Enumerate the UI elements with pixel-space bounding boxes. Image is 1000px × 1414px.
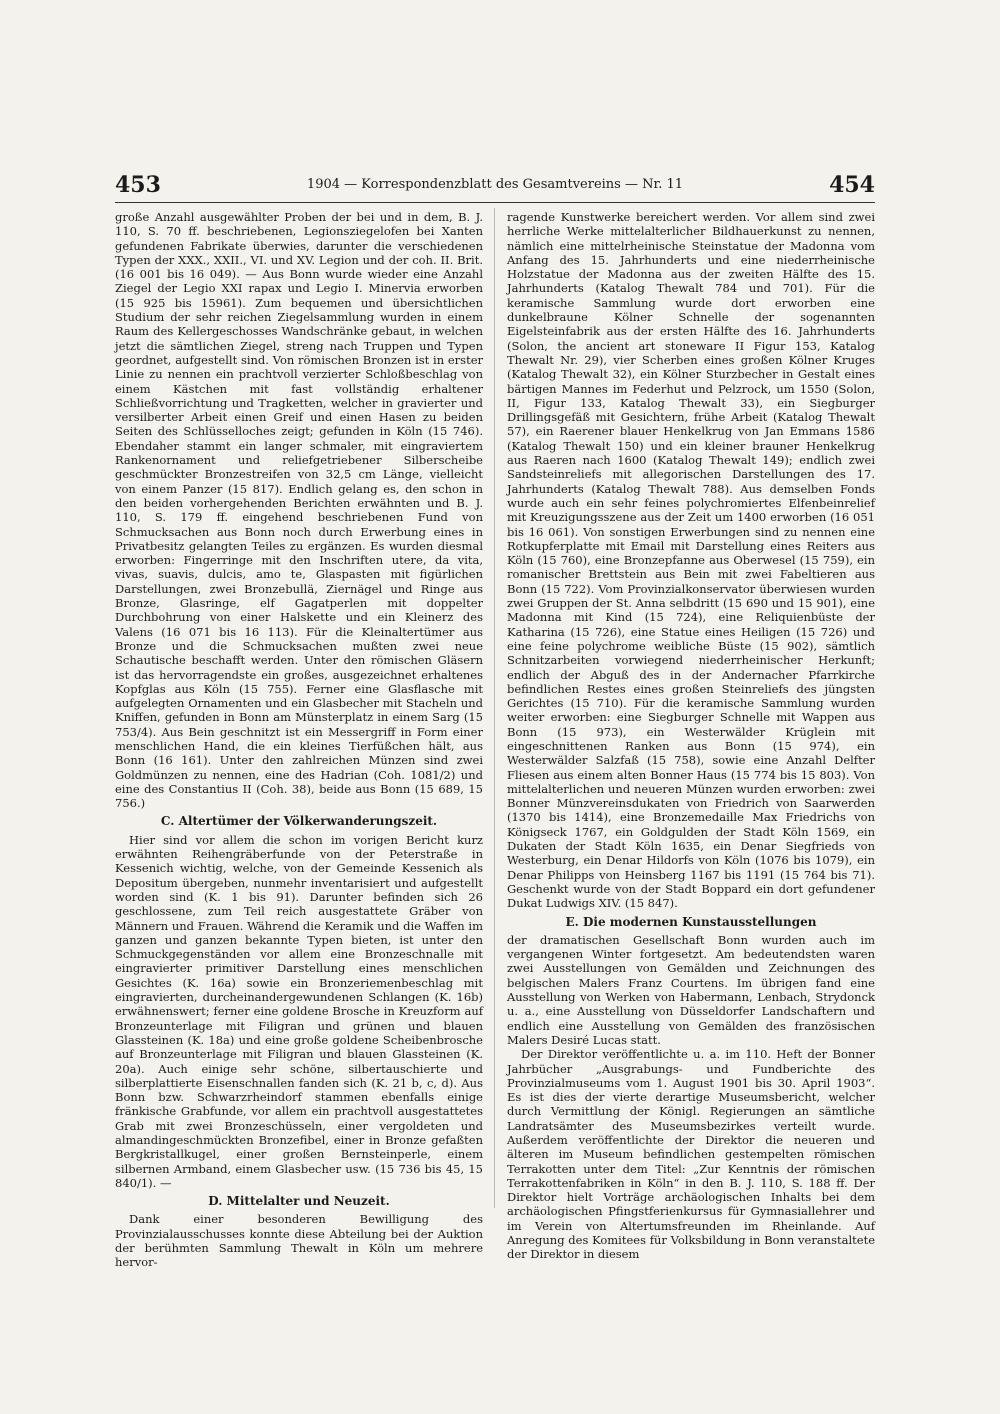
paragraph: Dank einer besonderen Bewilligung des Provinzialausschusses konnte diese Abteilung bei der Auktion der berühmten Sammlung Thewalt in Köln um mehrere hervor- [115,1212,483,1270]
header-rule [115,202,875,203]
running-title: 1904 — Korrespondenzblatt des Gesamtvereins — Nr. 11 [306,177,684,192]
page-number-left: 453 [115,172,161,198]
page-header [115,172,875,202]
section-heading-e: E. Die modernen Kunstausstellungen [565,914,817,929]
left-column [115,210,483,1270]
right-column [507,210,875,1262]
paragraph: ragende Kunstwerke bereichert werden. Vor allem sind zwei herrliche Werke mittelalterlicher Bildhauerkunst zu nennen, nämlich eine mittelrheinische Steinstatue der Madonna vom Anfang des 15. Jahrhunderts und eine niederrheinische Holzstatue der Madonna aus der zweiten Hälfte des 15. Jahrhunderts (Katalog Thewalt 784 und 701). Für die keramische Sammlung wurde dort erworben eine dunkelbraune Kölner Schnelle der sogenannten Eigelsteinfabrik aus der ersten Hälfte des 16. Jahrhunderts (Solon, the ancient art stoneware II Figur 153, Katalog Thewalt Nr. 29), vier Scherben eines großen Kölner Kruges (Katalog Thewalt 32), ein Kölner Sturzbecher in Gestalt eines bärtigen Mannes im Federhut und Pelzrock, um 1550 (Solon, II, Figur 133, Katalog Thewalt 33), ein Siegburger Drillingsgefäß mit Gesichtern, frühe Arbeit (Katalog Thewalt 57), ein Raerener blauer Henkelkrug von Jan Emmans 1586 (Katalog Thewalt 150) und ein kleiner brauner Henkelkrug aus Raeren nach 1600 (Katalog Thewalt 149); endlich zwei Sandsteinreliefs mit allegorischen Darstellungen des 17. Jahrhunderts (Katalog Thewalt 788). Aus demselben Fonds wurde auch ein sehr feines polychromiertes Elfenbeinrelief mit Kreuzigungsszene aus der Zeit um 1400 erworben (16 051 bis 16 061). Von sonstigen Erwerbungen sind zu nennen eine Rotkupferplatte mit Email mit Darstellung eines Reiters aus Köln (15 760), eine Bronzepfanne aus Oberwesel (15 759), ein romanischer Brettstein aus Bein mit zwei Fabeltieren aus Bonn (15 722). Vom Provinzialkonservator überwiesen wurden zwei Gruppen der St. Anna selbdritt (15 690 und 15 901), eine Madonna mit Kind (15 724), eine Reliquienbüste der Katharina (15 726), eine Statue eines Heiligen (15 726) und eine feine polychrome weibliche Büste (15 902), sämtlich Schnitzarbeiten vorwiegend niederrheinischer Herkunft; endlich der Abguß des in der Andernacher Pfarrkirche befindlichen Restes eines großen Steinreliefs des jüngsten Gerichtes (15 710). Für die keramische Sammlung wurden weiter erworben: eine Siegburger Schnelle mit Wappen aus Bonn (15 973), ein Westerwälder Krüglein mit eingeschnittenen Ranken aus Bonn (15 974), ein Westerwälder Salzfaß (15 758), sowie eine Anzahl Delfter Fliesen aus einem alten Bonner Haus (15 774 bis 15 803). Von mittelalterlichen und neueren Münzen wurden erworben: zwei Bonner Münzvereinsdukaten von Friedrich von Saarwerden (1370 bis 1414), eine Bronzemedaille Max Friedrichs von Königseck 1767, ein Goldgulden der Stadt Köln 1569, ein Dukaten der Stadt Köln 1635, ein Denar Siegfrieds von Westerburg, ein Denar Hildorfs von Köln (1076 bis 1079), ein Denar Philipps von Heinsberg 1167 bis 1191 (15 764 bis 71). Geschenkt wurde von der Stadt Boppard ein dort gefundener Dukat Ludwigs XIV. (15 847). [507,210,875,911]
column-divider [494,208,495,1208]
section-heading-c: C. Altertümer der Völkerwanderungszeit. [160,814,438,829]
paragraph: Hier sind vor allem die schon im vorigen Bericht kurz erwähnten Reihengräberfunde von der Peterstraße in Kessenich wichtig, welche, von der Gemeinde Kessenich als Depositum übergeben, nunmehr inventarisiert und aufgestellt worden sind (K. 1 bis 91). Darunter befinden sich 26 geschlossene, zum Teil reich ausgestattete Gräber von Männern und Frauen. Während die Keramik und die Waffen im ganzen und ganzen bekannte Typen bieten, ist unter den Schmuckgegenständen vor allem eine Bronzeschnalle mit eingravierter primitiver Darstellung eines menschlichen Gesichtes (K. 16a) sowie ein Bronzeriemenbeschlag mit eingravierten, durcheinandergewundenen Schlangen (K. 16b) erwähnenswert; ferner eine goldene Brosche in Kreuzform auf Bronzeunterlage mit Filigran und grünen und blauen Glassteinen (K. 18a) und eine große goldene Scheibenbrosche auf Bronzeunterlage mit Filigran und blauen Glassteinen (K. 20a). Auch einige sehr schöne, silbertauschierte und silberplattierte Eisenschnallen fanden sich (K. 21 b, c, d). Aus Bonn bzw. Schwarzrheindorf stammen ebenfalls einige fränkische Grabfunde, vor allem ein prachtvoll ausgestattetes Grab mit zwei Bronzeschüsseln, einer vergoldeten und almandingeschmückten Bronzefibel, einer in Bronze gefaßten Bergkristallkugel, einer großen Bernsteinperle, einem silbernen Armband, einem Glasbecher usw. (15 736 bis 45, 15 840/1). — [115,832,483,1190]
page-number-right: 454 [829,172,875,198]
paragraph: große Anzahl ausgewählter Proben der bei und in dem, B. J. 110, S. 70 ff. beschriebenen, Legionsziegelofen bei Xanten gefundenen Fabrikate überwies, darunter die verschiedenen Typen der XXX., XXII., VI. und XV. Legion und der coh. II. Brit. (16 001 bis 16 049). — Aus Bonn wurde wieder eine Anzahl Ziegel der Legio XXI rapax und Legio I. Minervia erworben (15 925 bis 15961). Zum bequemen und übersichtlichen Studium der sehr reichen Ziegelsammlung wurden in einem Raum des Kellergeschosses Wandschränke gebaut, in welchen jetzt die sämtlichen Ziegel, streng nach Truppen und Typen geordnet, aufgestellt sind. Von römischen Bronzen ist in erster Linie zu nennen ein prachtvoll verzierter Schloßbeschlag von einem Kästchen mit fast vollständig erhaltener Schließvorrichtung und Tragketten, welcher in gravierter und versilberter Arbeit einen Greif und einen Hasen zu beiden Seiten des Schlüsselloches zeigt; gefunden in Köln (15 746). Ebendaher stammt ein langer schmaler, mit eingraviertem Rankenornament und reliefgetriebener Silberscheibe geschmückter Bronzestreifen von 32,5 cm Länge, vielleicht von einem Panzer (15 817). Endlich gelang es, den schon in den beiden vorhergehenden Berichten erwähnten und B. J. 110, S. 179 ff. eingehend beschriebenen Fund von Schmucksachen aus Bonn noch durch Erwerbung eines in Privatbesitz gelangten Teiles zu ergänzen. Es wurden diesmal erworben: Fingerringe mit den Inschriften utere, da vita, vivas, suavis, dulcis, amo te, Glaspasten mit figürlichen Darstellungen, zwei Bronzebullä, Ziernägel und Ringe aus Bronze, Glasringe, elf Gagatperlen mit doppelter Durchbohrung von einer Halskette und ein Kleinerz des Valens (16 071 bis 16 113). Für die Kleinaltertümer aus Bronze und die Schmucksachen mußten zwei neue Schautische beschafft werden. Unter den römischen Gläsern ist das hervorragendste ein großes, ausgezeichnet erhaltenes Kopfglas aus Köln (15 755). Ferner eine Glasflasche mit aufgelegten Ornamenten und ein Glasbecher mit Stacheln und Kniffen, gefunden in Bonn am Münsterplatz in einem Sarg (15 753/4). Aus Bein geschnitzt ist ein Messergriff in Form einer menschlichen Hand, die ein kleines Tierfüßchen hält, aus Bonn (16 161). Unter den zahlreichen Münzen sind zwei Goldmünzen zu nennen, eine des Hadrian (Coh. 1081/2) und eine des Constantius II (Coh. 38), beide aus Bonn (15 689, 15 756.) [115,210,483,811]
paragraph: der dramatischen Gesellschaft Bonn wurden auch im vergangenen Winter fortgesetzt. Am bedeutendsten waren zwei Ausstellungen von Gemälden und Zeichnungen des belgischen Malers Franz Courtens. Im übrigen fand eine Ausstellung von Werken von Habermann, Lenbach, Strydonck u. a., eine Ausstellung von Düsseldorfer Landschaftern und endlich eine Ausstellung von Gemälden des französischen Malers Desiré Lucas statt. [507,932,875,1047]
paragraph: Der Direktor veröffentlichte u. a. im 110. Heft der Bonner Jahrbücher „Ausgrabungs- und Fundberichte des Provinzialmuseums vom 1. August 1901 bis 30. April 1903“. Es ist dies der vierte derartige Museumsbericht, welcher durch Vermittlung der Königl. Regierungen an sämtliche Landratsämter des Museumsbezirkes verteilt wurde. Außerdem veröffentlichte der Direktor die neueren und älteren im Museum befindlichen gestempelten römischen Terrakotten unter dem Titel: „Zur Kenntnis der römischen Terrakottenfabriken in Köln“ in den B. J. 110, S. 188 ff. Der Direktor hielt Vorträge archäologischen Inhalts bei dem archäologischen Pfingstferienkursus für Gymnasiallehrer und im Verein von Altertumsfreunden im Rheinlande. Auf Anregung des Komitees für Volksbildung in Bonn veranstaltete der Direktor in diesem [507,1047,875,1262]
section-heading-d: D. Mittelalter und Neuzeit. [208,1194,390,1209]
